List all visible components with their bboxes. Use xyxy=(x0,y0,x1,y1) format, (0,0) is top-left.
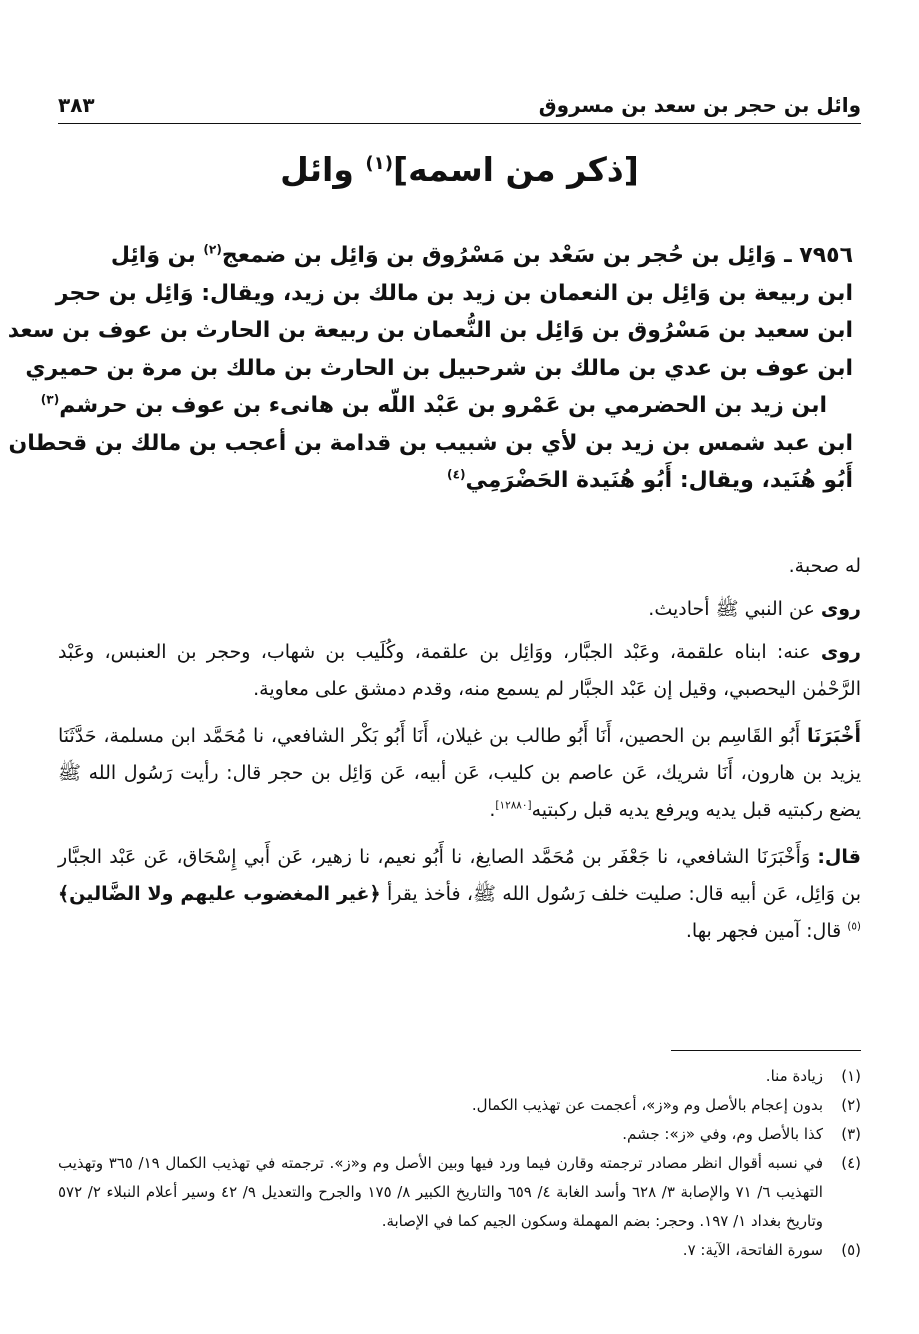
footnote-text: زيادة منا. xyxy=(765,1067,823,1085)
footnote-number: (١) xyxy=(841,1067,861,1085)
paragraph-text: أَبُو القَاسِم بن الحصين، أَنَا أَبُو طالب بن غيلان، أَنَا أَبُو بَكْر الشافعي، نا مُحَمَّد ابن مسلمة، حَدَّثَنَا يزيد بن هارون، أَنَا شريك، عَن عاصم بن كليب، عَن أبيه، عَن وَائِل بن حجر قال: رأيت رَسُول الله ﷺ يضع ركبتيه قبل يديه ويرفع يديه قبل ركبتيه xyxy=(58,725,861,821)
entry-line: ابن ربيعة بن وَائِل بن النعمان بن زيد بن مالك بن زيد، ويقال: وَائِل بن حجر xyxy=(55,280,853,306)
footnote xyxy=(58,1091,861,1120)
entry-line xyxy=(88,462,853,500)
paragraph-text: عنه: ابناه علقمة، وعَبْد الجبَّار، ووَائِل بن علقمة، وكُلَيب بن شهاب، وحجر بن العنبس، وعَبْد الرَّحْمٰن اليحصبي، وقيل إن عَبْد الجبَّار لم يسمع منه، وقدم دمشق على معاوية. xyxy=(58,641,861,700)
entry-line: ابن عبد شمس بن زيد بن لأي بن شبيب بن قدامة بن أعجب بن مالك بن قحطان xyxy=(8,430,853,456)
paragraph-text: قال: آمين فجهر بها. xyxy=(685,920,848,942)
footnote-text: بدون إعجام بالأصل وم و«ز»، أعجمت عن تهذيب الكمال. xyxy=(471,1096,823,1114)
footnote xyxy=(58,1062,861,1091)
footnotes xyxy=(58,1062,861,1265)
biography-entry xyxy=(7,237,853,500)
footnote-ref[interactable]: (٢) xyxy=(203,242,222,257)
narration-paragraph xyxy=(58,591,861,628)
hadith-paragraph xyxy=(58,839,861,950)
footnote-text: في نسبه أقوال انظر مصادر ترجمته وقارن فيما ورد فيها وبين الأصل وم و«ز». ترجمته في تهذيب الكمال ١٩/ ٣٦٥ وتهذيب التهذيب ٦/ ٧١ والإصابة ٣/ ٦٢٨ وأسد الغابة ٤/ ٦٥٩ والتاريخ الكبير ٨/ ١٧٥ والجرح والتعديل ٩/ ٤٢ وسير أعلام النبلاء ٢/ ٥٧٢ وتاريخ بغداد ١/ ١٩٧. وحجر: بضم المهملة وسكون الجيم كما في الإصابة. xyxy=(58,1154,823,1230)
footnote-ref[interactable]: (٥) xyxy=(847,920,861,933)
hadith-number: [١٢٨٨٠] xyxy=(495,799,532,812)
paragraph-text: . xyxy=(489,799,496,821)
companionship-note: له صحبة. xyxy=(788,555,861,577)
footnote-number: (٢) xyxy=(841,1096,861,1114)
paragraph-text: عن النبي ﷺ أحاديث. xyxy=(648,598,821,620)
page-number: ٣٨٣ xyxy=(58,93,95,117)
paragraph-lead: أَخْبَرَنَا xyxy=(806,725,861,747)
hadith-paragraph xyxy=(58,718,861,829)
entry-line xyxy=(40,387,853,425)
entry-line: ابن عوف بن عدي بن مالك بن شرحبيل بن الحارث بن مالك بن مرة بن حميري xyxy=(25,355,853,381)
page-header xyxy=(58,84,861,124)
footnote-number: (٣) xyxy=(841,1125,861,1143)
footnote xyxy=(58,1149,861,1236)
entry-line-text: ابن زيد بن الحضرمي بن عَمْرو بن عَبْد اللّه بن هانىء بن عوف بن حرشم xyxy=(59,393,827,418)
section-title-text: [ذكر من اسمه] xyxy=(393,150,639,189)
running-title: وائل بن حجر بن سعد بن مسروق xyxy=(538,93,861,117)
footnote-number: (٤) xyxy=(841,1154,861,1172)
entry-line-text: أَبُو هُنَيد، ويقال: أَبُو هُنَيدة الحَضْرَمِي xyxy=(465,468,853,493)
footnote-ref[interactable]: (١) xyxy=(365,153,393,174)
section-title-suffix: وائل xyxy=(280,150,366,189)
footnote xyxy=(58,1236,861,1265)
narrators-paragraph xyxy=(58,634,861,708)
footnote xyxy=(58,1120,861,1149)
footnote-separator xyxy=(671,1050,861,1051)
footnote-text: سورة الفاتحة، الآية: ٧. xyxy=(682,1241,823,1259)
quran-quote: ﴿غير المغضوب عليهم ولا الضَّالين﴾ xyxy=(58,883,381,905)
footnote-number: (٥) xyxy=(841,1241,861,1259)
paragraph-lead: روى xyxy=(820,641,861,663)
footnote-ref[interactable]: (٣) xyxy=(40,392,60,407)
footnote-ref[interactable]: (٤) xyxy=(447,467,466,482)
footnote-text: كذا بالأصل وم، وفي «ز»: جشم. xyxy=(622,1125,823,1143)
paragraph-text: وَأَخْبَرَنَا الشافعي، نا جَعْفَر بن مُحَمَّد الصايغ، نا أَبُو نعيم، نا زهير، عَن أَبي إِسْحَاق، عَن عَبْد الجبَّار بن وَائِل، عَن أبيه قال: صليت خلف رَسُول الله ﷺ، فأخذ يقرأ xyxy=(58,846,862,905)
entry-line-text: ٧٩٥٦ ـ وَائِل بن حُجر بن سَعْد بن مَسْرُوق بن وَائِل بن ضمعج xyxy=(221,243,853,268)
entry-body xyxy=(58,548,861,960)
entry-line: ابن سعيد بن مَسْرُوق بن وَائِل بن النُّعمان بن ربيعة بن الحارث بن عوف بن سعد xyxy=(7,318,853,343)
section-title xyxy=(0,150,919,189)
entry-line xyxy=(88,237,853,275)
entry-line-text: بن وَائِل xyxy=(110,243,204,268)
paragraph-lead: قال: xyxy=(817,846,861,868)
paragraph-lead: روى xyxy=(820,598,861,620)
